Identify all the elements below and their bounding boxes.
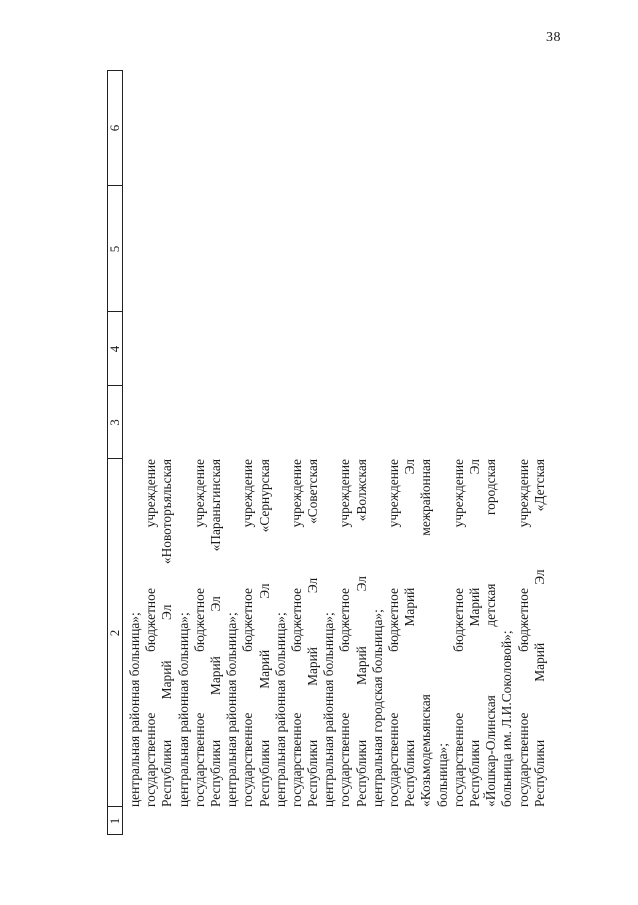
page-number: 38 — [546, 30, 561, 45]
text-word: «Козьмодемьянская — [418, 694, 434, 807]
text-line — [127, 459, 143, 807]
text-word: учреждение — [515, 459, 531, 528]
text-word: бюджетное — [337, 588, 353, 652]
text-word: учреждение — [337, 459, 353, 528]
text-word: Эл — [353, 576, 369, 592]
text-line — [176, 459, 192, 807]
header-col-5: 5 — [107, 245, 122, 253]
header-col-4: 4 — [107, 345, 122, 353]
text-word: Республики — [531, 739, 547, 807]
text-line — [192, 459, 208, 807]
header-col-3: 3 — [107, 419, 122, 426]
text-word: государственное — [240, 712, 256, 807]
text-word: «Параньгинская — [207, 459, 223, 552]
text-line — [273, 459, 289, 807]
text-line — [483, 459, 499, 807]
text-word: центральная районная больница»; — [272, 612, 288, 807]
text-word: государственное — [450, 712, 466, 807]
text-word: Эл — [305, 577, 321, 594]
text-word: государственное — [143, 712, 159, 807]
text-word: Республики — [207, 739, 223, 807]
text-word: государственное — [288, 712, 304, 807]
text-word: государственное — [337, 712, 353, 807]
text-line — [321, 459, 337, 807]
text-line — [354, 459, 370, 807]
text-word: Республики — [353, 739, 369, 807]
column-2-text — [127, 459, 548, 807]
text-line — [208, 459, 224, 807]
text-line — [143, 459, 159, 807]
text-word: учреждение — [240, 459, 256, 528]
text-word: Республики — [159, 739, 175, 807]
text-word: «Сернурская — [256, 459, 272, 533]
text-word: «Йошкар-Олинская — [483, 695, 499, 807]
text-word: больница»; — [434, 743, 450, 807]
text-word: городская — [483, 459, 499, 516]
text-word: бюджетное — [450, 588, 466, 652]
text-word: Эл — [531, 569, 547, 585]
text-word: Марий — [256, 649, 272, 689]
text-word: Марий — [207, 656, 223, 696]
text-line — [402, 459, 418, 807]
text-word: Республики — [256, 739, 272, 807]
text-line — [224, 459, 240, 807]
text-word: межрайонная — [418, 459, 434, 536]
text-word: Эл — [159, 604, 175, 620]
text-word: учреждение — [386, 459, 401, 528]
text-line — [370, 459, 386, 807]
rotated-table-content — [107, 70, 547, 835]
text-word: бюджетное — [191, 588, 207, 652]
text-word: «Советская — [305, 459, 321, 524]
text-word: центральная районная больница»; — [127, 612, 142, 807]
text-word: бюджетное — [143, 588, 159, 652]
header-col-6: 6 — [107, 124, 122, 132]
text-word: учреждение — [143, 459, 159, 528]
document-table — [107, 70, 638, 825]
text-word: бюджетное — [240, 588, 256, 652]
table-header-row — [107, 70, 123, 835]
text-word: Марий — [531, 642, 547, 682]
text-word: Марий — [466, 587, 482, 627]
text-word: бюджетное — [386, 588, 401, 652]
text-line — [289, 459, 305, 807]
text-word: Эл — [466, 459, 482, 475]
text-word: «Волжская — [353, 459, 369, 522]
text-word: учреждение — [191, 459, 207, 528]
text-word: государственное — [386, 712, 401, 807]
text-line — [337, 459, 353, 807]
text-line — [240, 459, 256, 807]
text-word: Эл — [402, 459, 418, 475]
header-col-1: 1 — [107, 817, 122, 825]
text-word: Марий — [159, 660, 175, 700]
text-word: бюджетное — [288, 588, 304, 652]
text-word: бюджетное — [515, 588, 531, 652]
text-word: «Новоторъяльская — [159, 459, 175, 565]
text-word: «Детская — [531, 459, 547, 512]
text-line — [451, 459, 467, 807]
text-word: Республики — [402, 739, 418, 807]
text-word: центральная городская больница»; — [369, 609, 385, 807]
text-word: центральная районная больница»; — [224, 612, 240, 807]
text-word: учреждение — [288, 459, 304, 528]
text-word: Эл — [207, 596, 223, 612]
text-line — [532, 459, 548, 807]
text-line — [516, 459, 532, 807]
text-line — [418, 459, 434, 807]
text-line — [257, 459, 273, 807]
text-line — [386, 459, 402, 807]
text-word: Эл — [256, 583, 272, 599]
text-word: учреждение — [450, 459, 466, 528]
text-line — [305, 459, 321, 807]
text-word: Марий — [305, 647, 321, 686]
column-border — [108, 70, 122, 71]
text-word: государственное — [191, 712, 207, 807]
text-word: центральная районная больница»; — [175, 612, 191, 807]
header-col-2: 2 — [107, 629, 122, 637]
text-word: Республики — [466, 739, 482, 807]
text-line — [467, 459, 483, 807]
text-line — [435, 459, 451, 807]
text-word: центральная районная больница»; — [321, 612, 337, 807]
text-word: больница им. Л.И.Соколовой»; — [499, 630, 515, 807]
text-word: государственное — [515, 712, 531, 807]
text-line — [159, 459, 175, 807]
text-word: Марий — [353, 646, 369, 686]
text-word: Республики — [305, 739, 321, 807]
text-line — [499, 459, 515, 807]
text-word: детская — [483, 583, 499, 627]
text-word: Марий — [402, 587, 418, 627]
